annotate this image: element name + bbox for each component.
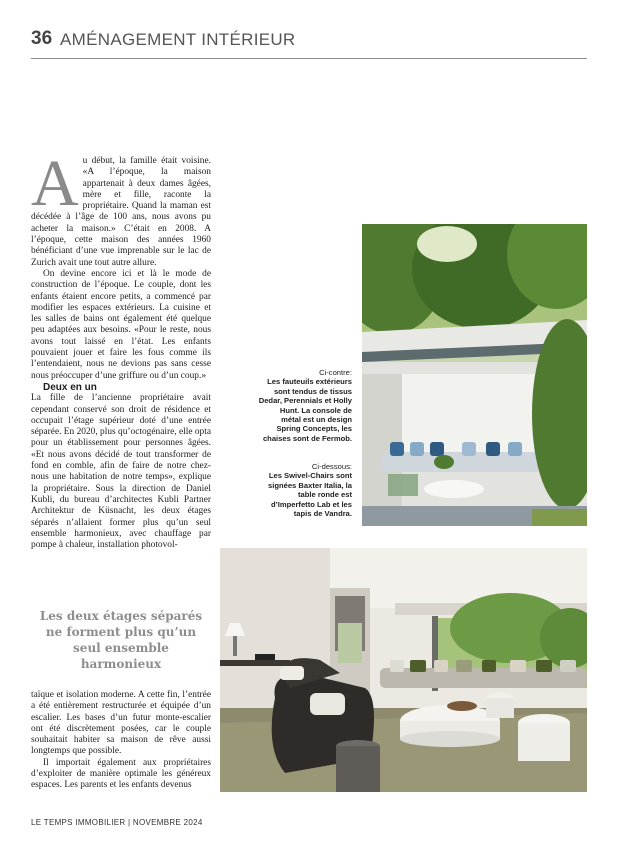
caption-top-body: Les fauteuils extérieurs sont tendus de tissus Dedar, Perennials et Holly Hunt. La console de métal est un design Spring Concepts, les chaises sont de Fermob. (258, 377, 352, 443)
paragraph-2: On devine encore ici et là le mode de construction de l’époque. Le couple, dont les enfants étaient encore petits, a commencé par modifier les espaces extérieurs. La cuisine et les salles de bains ont également été quelque peu adaptées aux besoins. «Pour le reste, nous avons tout laissé en l’état. Les enfants pouvaient jouer et faire les fous comme ils l’entendaient, nous ne devions pas sans cesse nous préoccuper d’une griffure ou d’un coup.» (31, 268, 211, 381)
paragraph-3: La fille de l’ancienne propriétaire avait cependant conservé son droit de résidence et occupait l’étage supérieur doté d’une entrée séparée. En 2020, plus qu’octogénaire, elle opta pour un établissement pour personnes âgées. «Et nous avons décidé de tout transformer de fond en comble, afin de faire de notre chez-nous une habitation de notre temps», explique la propriétaire. Sous la direction de Daniel Kubli, du bureau d’architectes Kubli Partner Architektur de Küsnacht, les deux étages séparés n’allaient former plus qu’un seul ensemble harmonieux, avec chauffage par pompe à chaleur, installation photovol- (31, 393, 211, 551)
caption-bottom-body: Les Swivel-Chairs sont signées Baxter Italia, la table ronde est d’Imperfetto Lab et les tapis de Vandra. (268, 471, 352, 519)
drop-cap: A (31, 147, 79, 220)
caption-bottom (258, 462, 352, 518)
paragraph-4: taïque et isolation moderne. A cette fin, l’entrée a été entièrement restructurée et équipée d’un escalier. Les bases d’un futur monte-escalier ont été discrètement posées, car le couple souhaitait habiter sa maison de rêve aussi longtemps que possible. (31, 690, 211, 757)
paragraph-5: Il importait également aux propriétaires d’exploiter de manière optimale les généreux espaces. Les parents et les enfants devenus (31, 757, 211, 791)
section-title: AMÉNAGEMENT INTÉRIEUR (60, 30, 296, 49)
living-room-illustration (220, 548, 587, 792)
article-column-bottom (31, 690, 211, 792)
subheading: Deux en un (43, 381, 97, 393)
paragraph-1: u début, la famille était voisine. «A l’époque, la maison appartenait à deux dames âgées, mère et fille, raconte la propriétaire. Quand la maman est décédée à l’âge de 100 ans, nous avons pu acheter la maison.» C’était en 2008. A l’époque, cette maison des années 1960 bénéficiant d’une vue imprenable sur le lac de Zurich avait une tout autre allure. (31, 156, 211, 268)
article-column-top (31, 147, 211, 551)
page-header (31, 28, 587, 59)
pull-quote: Les deux étages séparés ne forment plus qu’un seul ensemble harmonieux (39, 609, 203, 671)
terrace-illustration (362, 224, 587, 526)
page-number: 36 (31, 28, 53, 49)
footer-text: LE TEMPS IMMOBILIER | NOVEMBRE 2024 (31, 818, 203, 827)
caption-bottom-head: Ci-dessous: (311, 462, 352, 471)
living-room-photo (220, 548, 587, 792)
caption-top (258, 368, 352, 443)
terrace-photo (362, 224, 587, 526)
caption-top-head: Ci-contre: (319, 368, 352, 377)
